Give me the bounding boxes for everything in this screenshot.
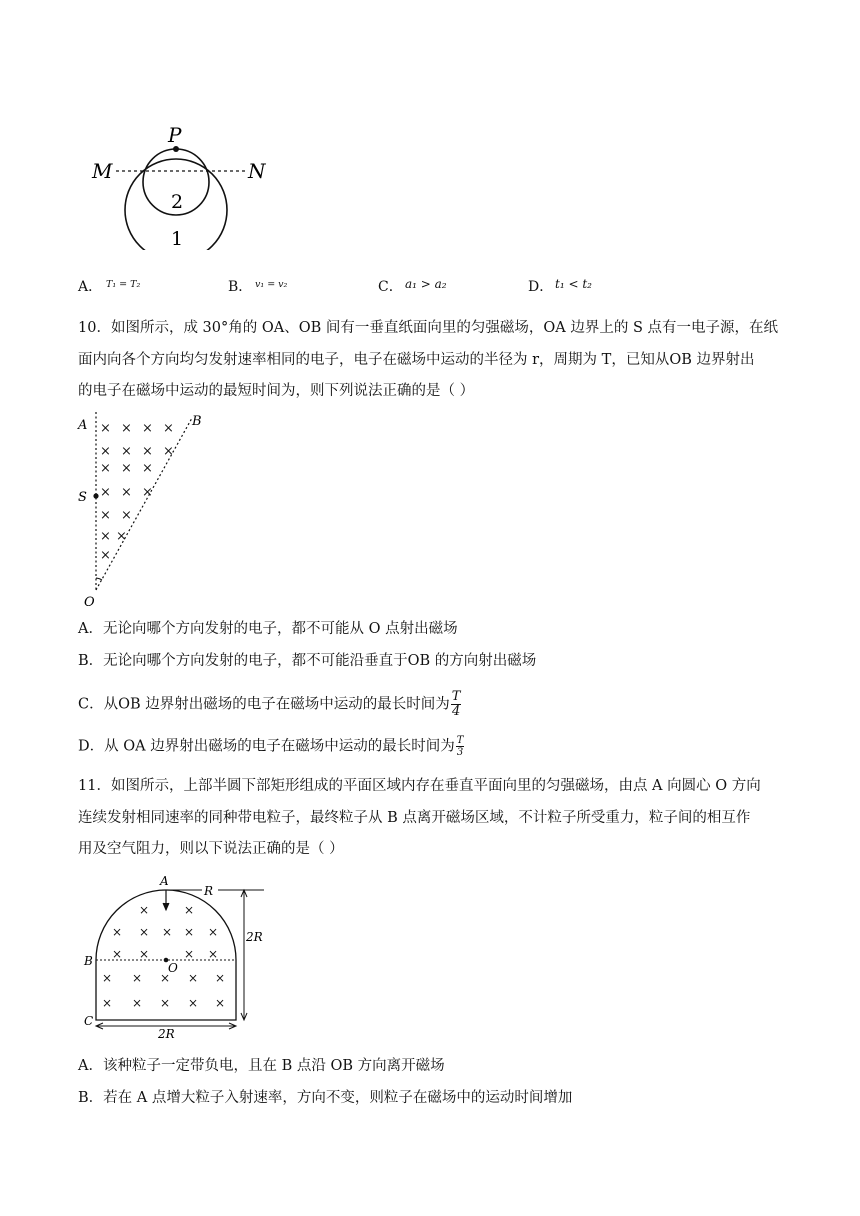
field-cross: × bbox=[139, 903, 150, 917]
label-a: A bbox=[78, 418, 88, 433]
field-cross: × bbox=[163, 421, 174, 436]
q10-option-c-fraction bbox=[451, 690, 462, 719]
option-c-letter: C． bbox=[378, 279, 403, 295]
field-cross: × bbox=[121, 508, 132, 523]
field-cross: × bbox=[132, 971, 143, 985]
field-cross: × bbox=[208, 947, 219, 961]
label-2r-width: 2R bbox=[158, 1027, 175, 1038]
field-cross: × bbox=[184, 925, 195, 939]
label-a: A bbox=[160, 874, 169, 888]
option-b-letter: B． bbox=[228, 279, 253, 295]
field-cross: × bbox=[215, 996, 226, 1010]
option-c-text: a₁ > a₂ bbox=[405, 277, 447, 291]
q10-option-a: A．无论向哪个方向发射的电子，都不可能从 O 点射出磁场 bbox=[78, 621, 458, 637]
field-cross: × bbox=[184, 947, 195, 961]
q10-option-c bbox=[78, 690, 461, 719]
q11-option-b: B．若在 A 点增大粒子入射速率，方向不变，则粒子在磁场中的运动时间增加 bbox=[78, 1090, 573, 1106]
field-cross: × bbox=[142, 485, 153, 500]
field-cross: × bbox=[162, 925, 173, 939]
source-point-s bbox=[93, 493, 98, 498]
field-cross: × bbox=[112, 925, 123, 939]
label-p: P bbox=[168, 123, 182, 147]
field-cross: × bbox=[160, 996, 171, 1010]
fraction-denominator: 3 bbox=[456, 747, 464, 758]
field-cross: × bbox=[163, 444, 174, 459]
wedge-field-figure bbox=[74, 410, 214, 610]
field-cross: × bbox=[188, 996, 199, 1010]
q10-option-b: B．无论向哪个方向发射的电子，都不可能沿垂直于OB 的方向射出磁场 bbox=[78, 653, 537, 669]
field-cross: × bbox=[100, 508, 111, 523]
field-cross: × bbox=[100, 485, 111, 500]
field-crosses bbox=[100, 421, 174, 563]
field-cross: × bbox=[116, 529, 127, 544]
field-cross: × bbox=[121, 421, 132, 436]
field-cross: × bbox=[121, 461, 132, 476]
field-cross: × bbox=[139, 925, 150, 939]
label-b: B bbox=[84, 954, 93, 968]
field-cross: × bbox=[184, 903, 195, 917]
q10-option-c-text: C．从OB 边界射出磁场的电子在磁场中运动的最长时间为 bbox=[78, 696, 450, 713]
q9-options bbox=[78, 276, 638, 296]
field-cross: × bbox=[100, 444, 111, 459]
label-m: M bbox=[92, 159, 113, 183]
option-d-letter: D． bbox=[528, 279, 554, 295]
field-cross: × bbox=[142, 461, 153, 476]
label-o: O bbox=[168, 961, 178, 975]
fraction-numerator: T bbox=[456, 735, 464, 746]
field-cross: × bbox=[160, 971, 171, 985]
label-circle-2: 2 bbox=[171, 191, 184, 213]
field-cross: × bbox=[121, 485, 132, 500]
q10-stem-line-3: 的电子在磁场中运动的最短时间为，则下列说法正确的是（ ） bbox=[78, 383, 475, 399]
field-cross: × bbox=[100, 421, 111, 436]
field-cross: × bbox=[139, 947, 150, 961]
field-cross: × bbox=[100, 529, 111, 544]
field-cross: × bbox=[208, 925, 219, 939]
field-cross: × bbox=[100, 548, 111, 563]
field-cross: × bbox=[142, 444, 153, 459]
label-2r-height: 2R bbox=[246, 930, 263, 944]
q10-option-d-fraction bbox=[456, 735, 465, 758]
field-cross: × bbox=[100, 461, 111, 476]
label-r: R bbox=[204, 884, 214, 898]
q10-stem-line-2: 面内向各个方向均匀发射速率相同的电子，电子在磁场中运动的半径为 r，周期为 T，已知从OB 边界射出 bbox=[78, 352, 755, 368]
q11-stem-line-1: 11．如图所示，上部半圆下部矩形组成的平面区域内存在垂直平面向里的匀强磁场，由点 A 向圆心 O 方向 bbox=[78, 778, 761, 794]
label-circle-1: 1 bbox=[171, 228, 184, 250]
label-c: C bbox=[84, 1014, 94, 1028]
q10-option-d-text: D．从 OA 边界射出磁场的电子在磁场中运动的最长时间为 bbox=[78, 738, 455, 755]
incident-arrowhead bbox=[163, 903, 169, 910]
q11-stem-line-3: 用及空气阻力，则以下说法正确的是（ ） bbox=[78, 841, 344, 857]
two-circles-figure bbox=[80, 120, 280, 250]
fraction-numerator: T bbox=[451, 689, 461, 704]
q10-stem-line-1: 10．如图所示，成 30°角的 OA、OB 间有一垂直纸面向里的匀强磁场，OA 边界上的 S 点有一电子源，在纸 bbox=[78, 320, 778, 336]
label-n: N bbox=[248, 159, 266, 183]
field-cross: × bbox=[102, 971, 113, 985]
q10-option-d bbox=[78, 735, 464, 758]
field-cross: × bbox=[132, 996, 143, 1010]
option-a-letter: A． bbox=[78, 279, 103, 295]
label-s: S bbox=[78, 490, 87, 505]
field-cross: × bbox=[142, 421, 153, 436]
field-cross: × bbox=[215, 971, 226, 985]
field-cross: × bbox=[188, 971, 199, 985]
option-b-text: v₁ = v₂ bbox=[255, 279, 288, 290]
field-cross: × bbox=[112, 947, 123, 961]
label-b: B bbox=[192, 414, 202, 429]
arch-field-figure bbox=[78, 870, 278, 1038]
fraction-denominator: 4 bbox=[451, 704, 461, 719]
field-crosses bbox=[102, 903, 225, 1010]
q11-stem-line-2: 连续发射相同速率的同种带电粒子，最终粒子从 B 点离开磁场区域，不计粒子所受重力，粒子间的相互作 bbox=[78, 810, 751, 826]
option-d-text: t₁ < t₂ bbox=[555, 277, 592, 291]
q11-option-a: A．该种粒子一定带负电，且在 B 点沿 OB 方向离开磁场 bbox=[78, 1058, 445, 1074]
label-o: O bbox=[84, 595, 95, 610]
field-cross: × bbox=[102, 996, 113, 1010]
option-a-text: T₁ = T₂ bbox=[106, 279, 141, 290]
field-cross: × bbox=[121, 444, 132, 459]
angle-arc bbox=[96, 578, 102, 580]
